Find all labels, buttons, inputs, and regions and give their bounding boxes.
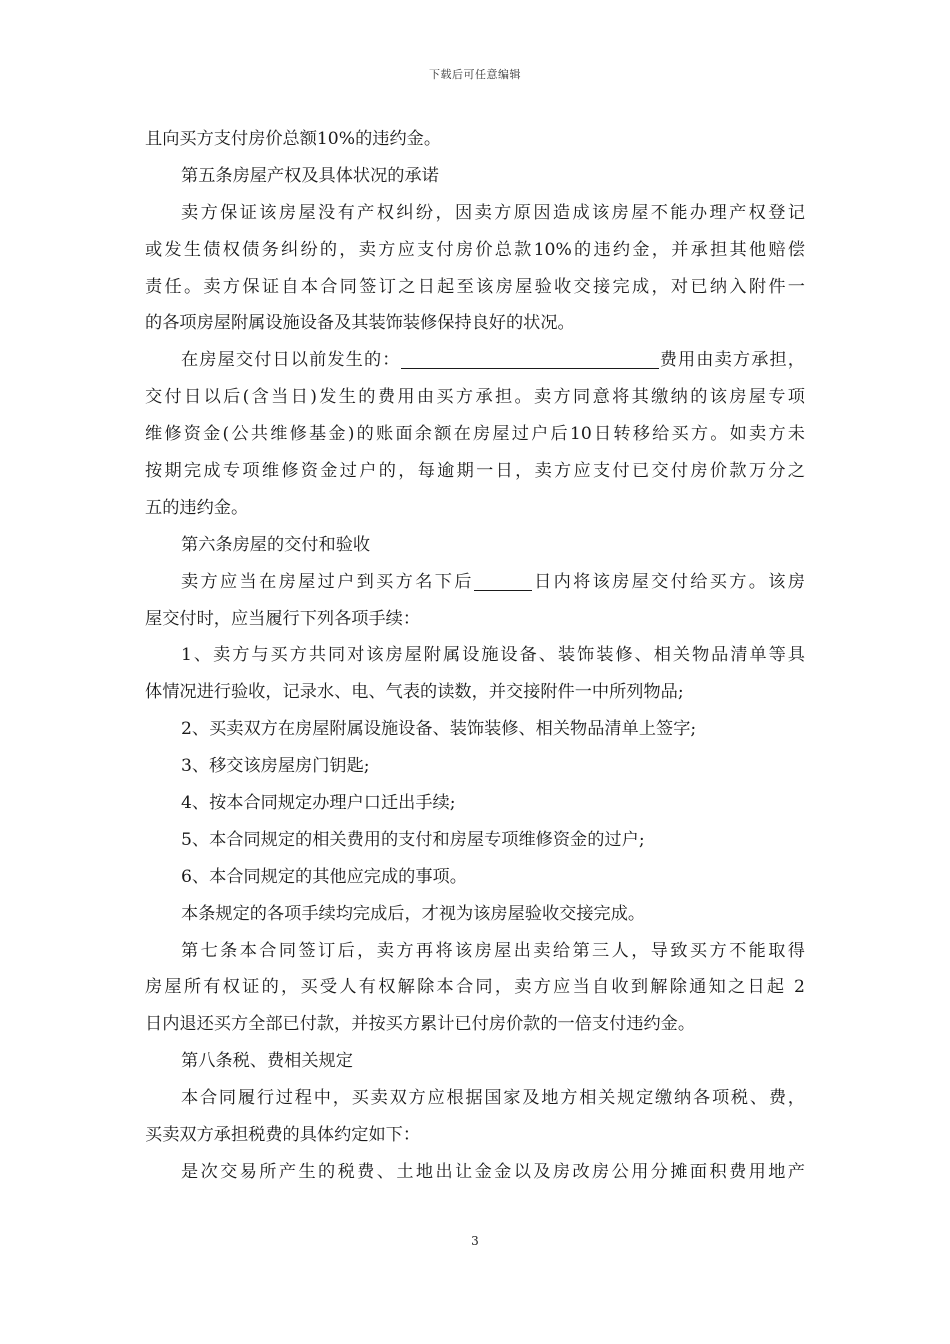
section-heading: 第八条税、费相关规定 — [181, 1051, 353, 1072]
text-line-with-blank — [145, 342, 805, 379]
list-item: 1、卖方与买方共同对该房屋附属设施设备、装饰装修、相关物品清单等具 — [181, 645, 805, 666]
section-heading-paragraph: 第七条本合同签订后，卖方再将该房屋出卖给第三人，导致买方不能取得 — [181, 940, 805, 961]
text-line: 的各项房屋附属设施设备及其装饰装修保持良好的状况。 — [145, 313, 575, 334]
list-item: 6、本合同规定的其他应完成的事项。 — [181, 866, 467, 887]
text-line: 且向买方支付房价总额10%的违约金。 — [145, 129, 442, 149]
fill-in-blank — [401, 348, 659, 369]
list-item: 5、本合同规定的相关费用的支付和房屋专项维修资金的过户; — [181, 829, 645, 850]
text-line: 屋交付时，应当履行下列各项手续： — [145, 608, 421, 629]
text-line: 责任。卖方保证自本合同签订之日起至该房屋验收交接完成，对已纳入附件一 — [145, 276, 805, 297]
text-line: 维修资金(公共维修基金)的账面余额在房屋过户后10日转移给买方。如卖方未 — [145, 424, 805, 445]
text-line: 交付日以后(含当日)发生的费用由买方承担。卖方同意将其缴纳的该房屋专项 — [145, 387, 805, 408]
text-segment: 在房屋交付日以前发生的： — [181, 350, 401, 371]
text-line: 卖方保证该房屋没有产权纠纷，因卖方原因造成该房屋不能办理产权登记 — [181, 202, 805, 223]
text-segment: 日内将该房屋交付给买方。该房 — [531, 571, 805, 592]
page-header-note: 下载后可任意编辑 — [429, 68, 521, 81]
text-line: 或发生债权债务纠纷的，卖方应支付房价总款10%的违约金，并承担其他赔偿 — [145, 239, 805, 260]
text-segment: 卖方应当在房屋过户到买方名下后 — [181, 571, 474, 592]
text-line-with-blank — [145, 564, 805, 601]
section-heading: 第五条房屋产权及具体状况的承诺 — [181, 165, 439, 186]
text-line: 日内退还买方全部已付款，并按买方累计已付房价款的一倍支付违约金。 — [145, 1014, 696, 1035]
text-line: 本合同履行过程中，买卖双方应根据国家及地方相关规定缴纳各项税、费， — [181, 1088, 805, 1109]
list-item: 4、按本合同规定办理户口迁出手续; — [181, 793, 456, 814]
text-line: 本条规定的各项手续均完成后，才视为该房屋验收交接完成。 — [181, 903, 646, 924]
text-line: 按期完成专项维修资金过户的，每逾期一日，卖方应支付已交付房价款万分之 — [145, 461, 805, 482]
text-line: 五的违约金。 — [145, 497, 249, 518]
text-line: 是次交易所产生的税费、土地出让金金以及房改房公用分摊面积费用地产 — [181, 1161, 805, 1182]
text-line: 买卖双方承担税费的具体约定如下： — [145, 1125, 421, 1146]
page-number: 3 — [471, 1234, 479, 1248]
document-body — [145, 121, 805, 1191]
list-item: 2、买卖双方在房屋附属设施设备、装饰装修、相关物品清单上签字; — [181, 719, 697, 740]
fill-in-blank — [474, 570, 532, 591]
list-item: 3、移交该房屋房门钥匙; — [181, 756, 370, 777]
text-line: 体情况进行验收，记录水、电、气表的读数，并交接附件一中所列物品; — [145, 682, 684, 703]
text-line: 房屋所有权证的，买受人有权解除本合同，卖方应当自收到解除通知之日起 2 — [145, 977, 805, 998]
text-segment: 费用由卖方承担， — [658, 350, 805, 371]
section-heading: 第六条房屋的交付和验收 — [181, 534, 371, 555]
